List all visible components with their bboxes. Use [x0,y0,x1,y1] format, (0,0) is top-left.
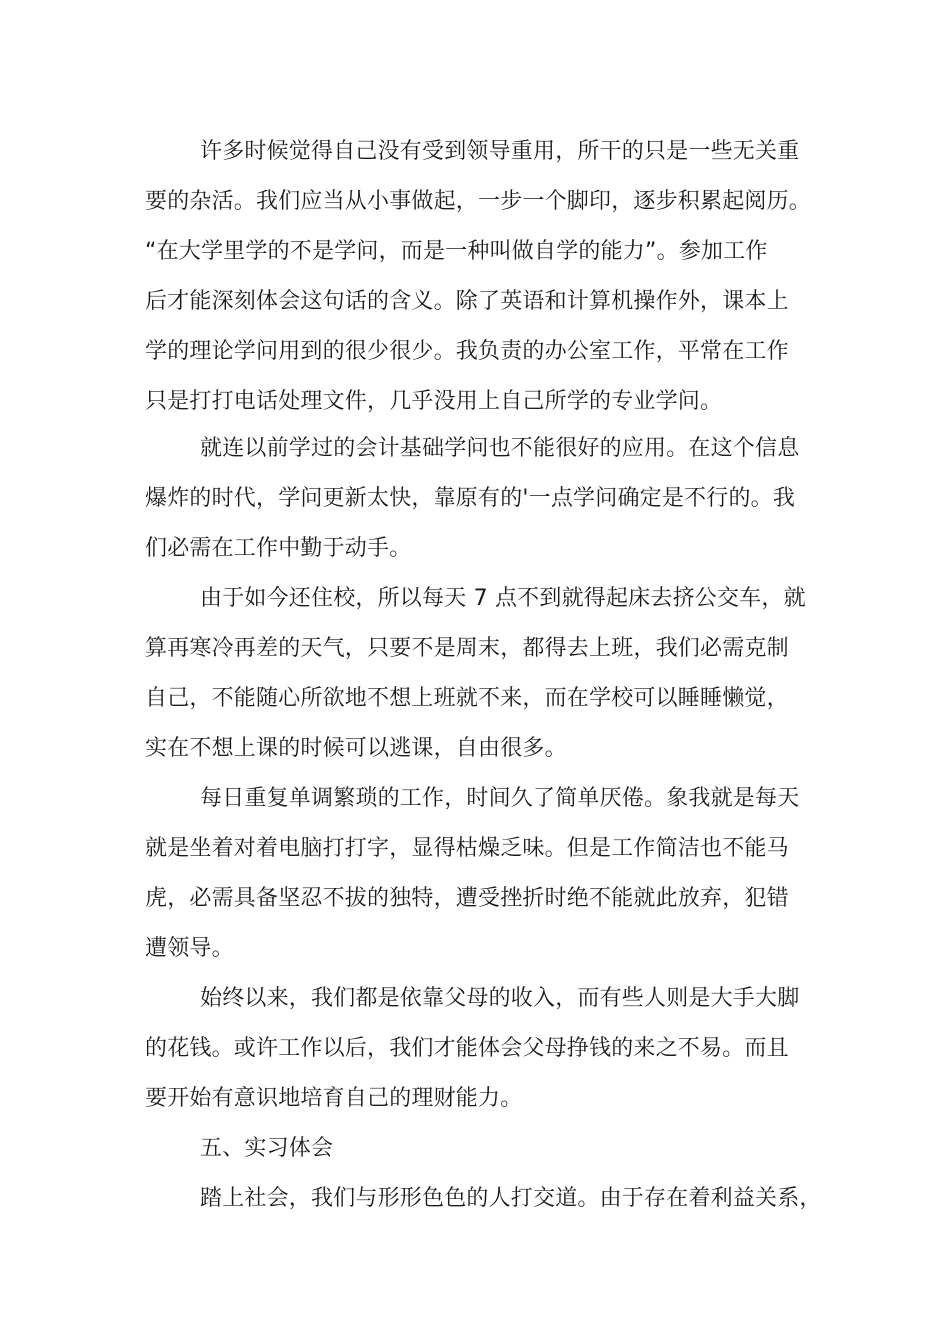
text-line: 的花钱。或许工作以后，我们才能体会父母挣钱的来之不易。而且 [145,1036,789,1061]
text-line: 始终以来，我们都是依靠父母的收入，而有些人则是大手大脚 [200,986,800,1011]
text-line: 爆炸的时代，学问更新太快，靠原有的'一点学问确定是不行的。我 [145,486,796,511]
text-line: 踏上社会，我们与形形色色的人打交道。由于存在着利益关系， [200,1186,822,1211]
text-line: 自己，不能随心所欲地不想上班就不来，而在学校可以睡睡懒觉， [145,686,789,711]
text-line: 学的理论学问用到的很少很少。我负责的办公室工作，平常在工作 [145,339,789,364]
text-line: 要的杂活。我们应当从小事做起，一步一个脚印，逐步积累起阅历。 [145,189,812,214]
text-line: 就连以前学过的会计基础学问也不能很好的应用。在这个信息 [200,436,800,461]
text-line: 只是打打电话处理文件，几乎没用上自己所学的专业学问。 [145,389,723,414]
section-heading: 五、实习体会 [200,1136,334,1161]
text-line: 由于如今还住校，所以每天 7 点不到就得起床去挤公交车，就 [200,586,806,611]
text-line: 每日重复单调繁琐的工作，时间久了简单厌倦。象我就是每天 [200,786,800,811]
text-line: 许多时候觉得自己没有受到领导重用，所干的只是一些无关重 [200,139,800,164]
text-line: 要开始有意识地培育自己的理财能力。 [145,1086,523,1111]
text-line: 遭领导。 [145,936,234,961]
text-line: 算再寒冷再差的天气，只要不是周末，都得去上班，我们必需克制 [145,636,789,661]
text-line: 就是坐着对着电脑打打字，显得枯燥乏味。但是工作简洁也不能马 [145,836,789,861]
text-line: 虎，必需具备坚忍不拔的独特，遭受挫折时绝不能就此放弃，犯错 [145,886,789,911]
text-line: 们必需在工作中勤于动手。 [145,536,412,561]
text-line: 实在不想上课的时候可以逃课，自由很多。 [145,736,567,761]
text-line: 后才能深刻体会这句话的含义。除了英语和计算机操作外，课本上 [145,289,789,314]
text-line: “在大学里学的不是学问，而是一种叫做自学的能力”。参加工作 [145,239,768,264]
